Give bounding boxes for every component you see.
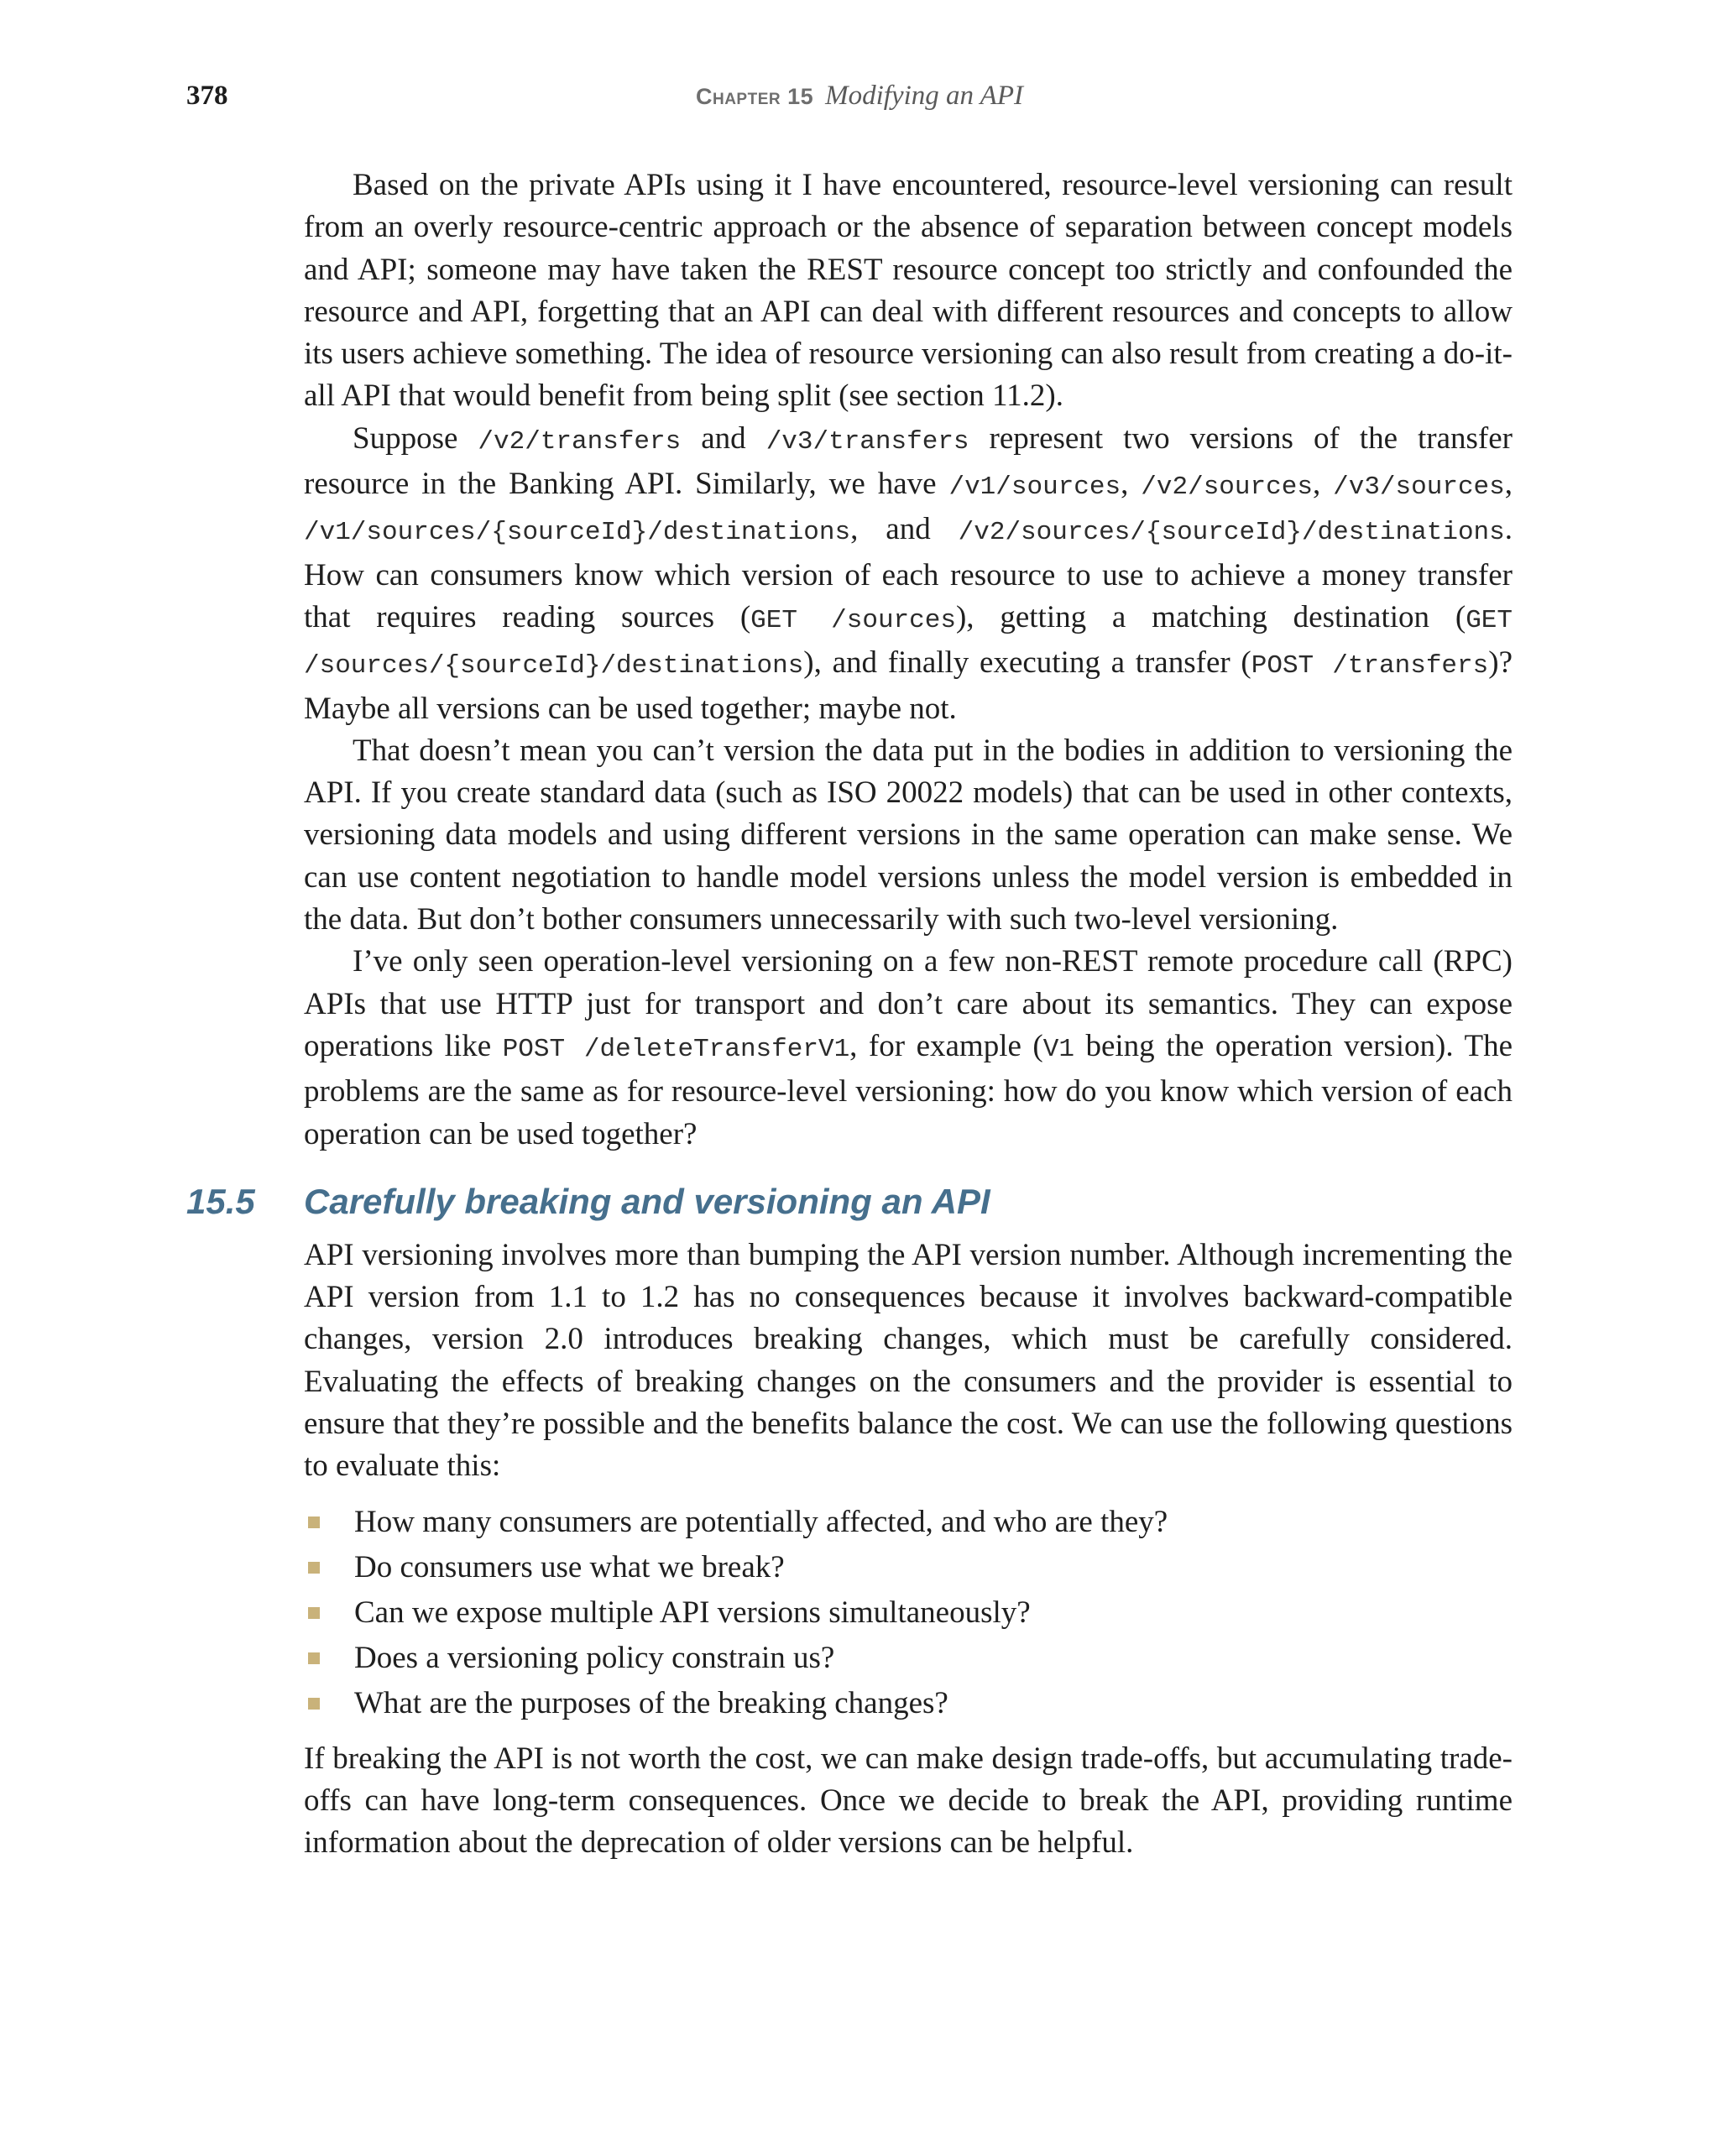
code-v2-destinations: /v2/sources/{sourceId}/destinations <box>958 518 1505 548</box>
code-v1-destinations: /v1/sources/{sourceId}/destinations <box>304 518 851 548</box>
list-item-text: Does a versioning policy constrain us? <box>354 1640 835 1675</box>
page-number: 378 <box>186 81 228 111</box>
code-post-transfers: POST /transfers <box>1251 651 1489 681</box>
code-get-sources: GET /sources <box>750 605 956 635</box>
list-item <box>354 1545 1513 1590</box>
code-v2-sources: /v2/sources <box>1141 472 1313 503</box>
code-v1: V1 <box>1042 1034 1074 1064</box>
section-title: Carefully breaking and versioning an API <box>304 1181 990 1221</box>
running-head <box>0 81 1719 112</box>
text-run: Suppose <box>353 420 478 456</box>
list-item-text: What are the purposes of the breaking changes? <box>354 1685 948 1720</box>
section-number: 15.5 <box>186 1181 255 1221</box>
code-v3-transfers: /v3/transfers <box>765 426 969 457</box>
code-v1-sources: /v1/sources <box>948 472 1121 503</box>
paragraph-data-versioning: That doesn’t mean you can’t version the data put in the bodies in addition to versioning the API. If you create standard data (such as ISO 20022 models) that can be used in other contexts, versioning data models and using different versions in the same operation can make sense. We can use content negotiation to handle model versions unless the model version is embedded in the data. But don’t bother consumers unnecessarily with such two-level versioning. <box>304 733 1513 937</box>
text-run: represent two versions of the transfer resource in the Banking API. Similarly, we have <box>304 420 1513 502</box>
page-body <box>186 164 1513 1865</box>
paragraph-breaking-intro: API versioning involves more than bumping the API version number. Although incrementing the API version from 1.1 to 1.2 has no consequences because it involves backward-compatible changes, version 2.0 introduces breaking changes, which must be carefully considered. Evaluating the effects of breaking changes on the consumers and the provider is essential to ensure that they’re possible and the benefits balance the cost. We can use the following questions to evaluate this: <box>304 1237 1513 1484</box>
text-run: and <box>681 420 766 456</box>
bullet-square-icon <box>308 1652 320 1664</box>
text-run: , <box>1121 467 1142 502</box>
question-list <box>304 1500 1513 1726</box>
code-get-destinations: GET /sources/{sourceId}/destinations <box>304 605 1513 681</box>
running-head-title: Modifying an API <box>825 81 1023 111</box>
text-run: )? Maybe all versions can be used together; maybe not. <box>304 645 1513 726</box>
section-heading <box>186 1181 1513 1228</box>
bullet-square-icon <box>308 1607 320 1619</box>
text-run: , for example ( <box>849 1028 1043 1063</box>
list-item <box>354 1590 1513 1636</box>
text-run: , <box>1504 467 1513 502</box>
paragraph-transfers-example <box>304 418 1513 730</box>
paragraph-operation-versioning <box>304 941 1513 1155</box>
code-v3-sources: /v3/sources <box>1333 472 1505 503</box>
text-run: ), getting a matching destination ( <box>955 599 1466 634</box>
text-run: . How can consumers know which version of each resource to use to achieve a money transfer that requires reading sources ( <box>304 512 1513 634</box>
list-item <box>354 1636 1513 1681</box>
code-post-delete-transfer: POST /deleteTransferV1 <box>502 1034 850 1064</box>
list-item-text: Do consumers use what we break? <box>354 1549 785 1584</box>
list-item <box>354 1681 1513 1726</box>
bullet-square-icon <box>308 1517 320 1528</box>
paragraph-resource-versioning: Based on the private APIs using it I have encountered, resource-level versioning can result from an overly resource-centric approach or the absence of separation between concept models and API; someone may have taken the REST resource concept too strictly and confounded the resource and API, forgetting that an API can deal with different resources and concepts to allow its users achieve something. The idea of resource versioning can also result from creating a do-it-all API that would benefit from being split (see section 11.2). <box>304 168 1513 414</box>
page-header <box>0 81 1719 123</box>
list-item-text: How many consumers are potentially affected, and who are they? <box>354 1504 1168 1539</box>
list-item-text: Can we expose multiple API versions simultaneously? <box>354 1595 1031 1630</box>
list-item <box>354 1500 1513 1545</box>
bullet-square-icon <box>308 1698 320 1710</box>
text-run: , <box>1312 467 1334 502</box>
text-run: , and <box>850 512 959 547</box>
text-run: being the operation version). The problems are the same as for resource-level versioning: how do you know which version of each operation can be used together? <box>304 1028 1513 1151</box>
code-v2-transfers: /v2/transfers <box>478 426 682 457</box>
paragraph-tradeoffs: If breaking the API is not worth the cost, we can make design trade-offs, but accumulating trade-offs can have long-term consequences. Once we decide to break the API, providing runtime information about the deprecation of older versions can be helpful. <box>304 1741 1513 1861</box>
text-run: I’ve only seen operation-level versioning on a few non-REST remote procedure call (RPC) APIs that use HTTP just for transport and don’t care about its semantics. They can expose operations like <box>304 944 1513 1063</box>
text-run: ), and finally executing a transfer ( <box>803 645 1251 681</box>
running-head-chapter: Chapter 15 <box>695 84 814 109</box>
bullet-square-icon <box>308 1562 320 1574</box>
